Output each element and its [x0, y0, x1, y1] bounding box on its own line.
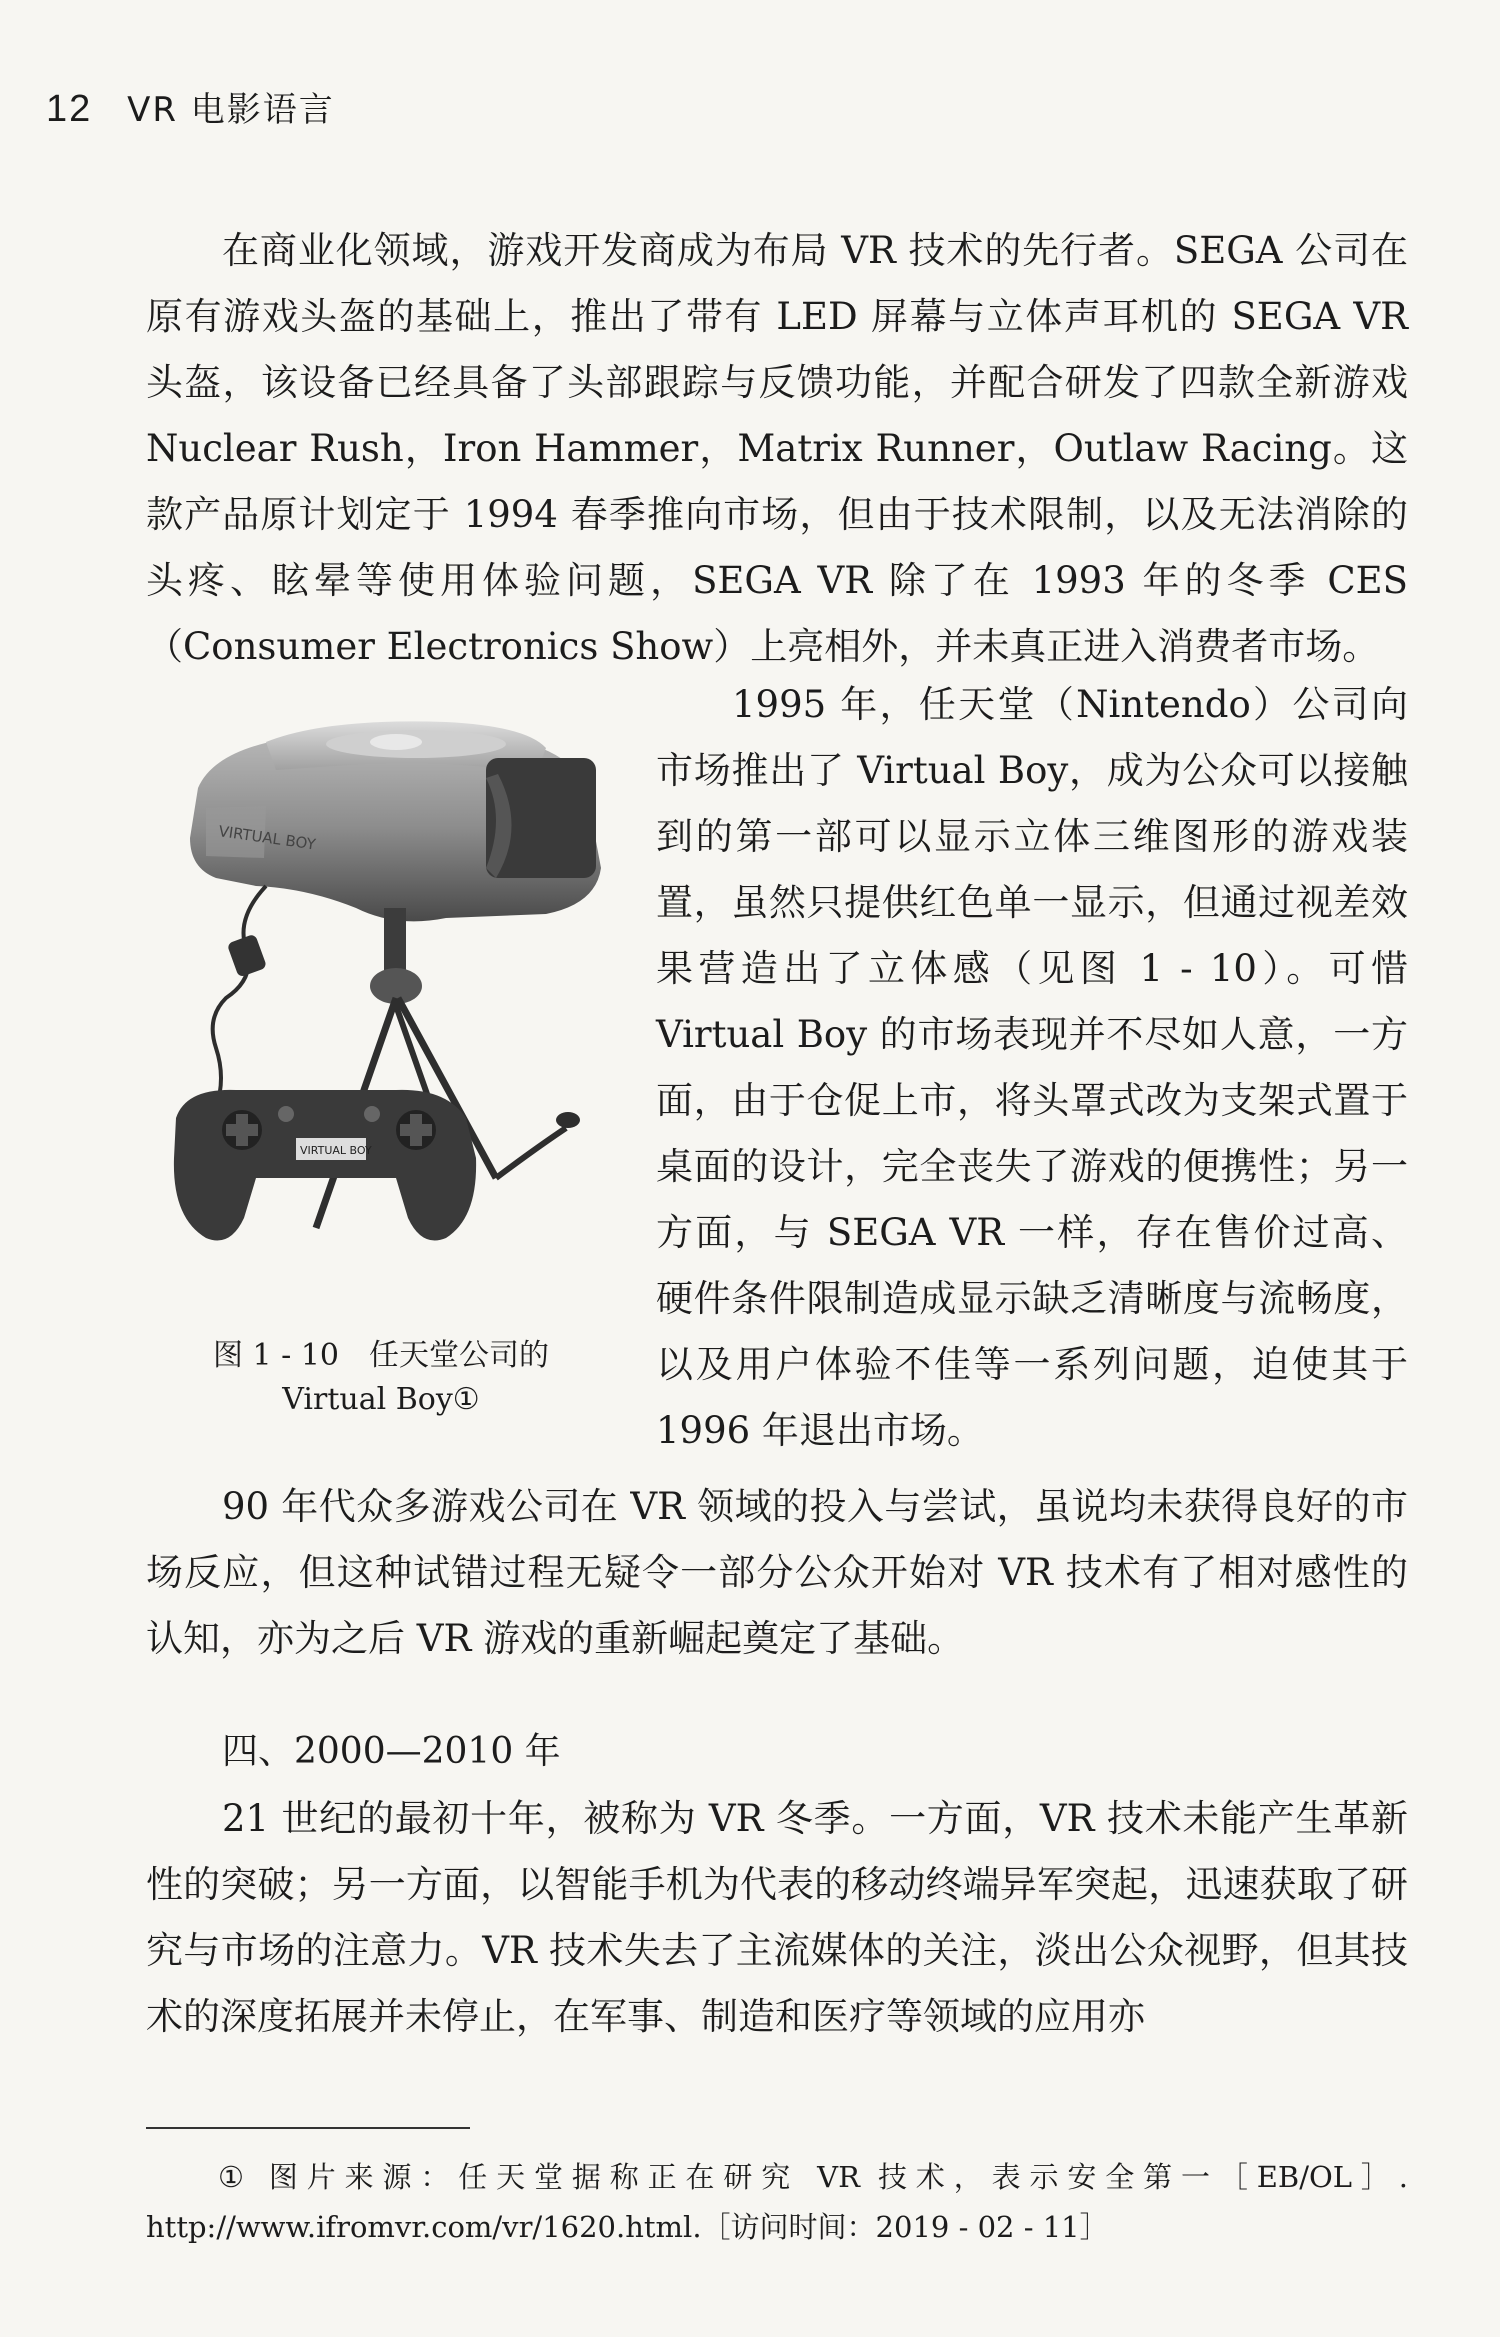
footnote-mark: ① — [218, 2160, 253, 2194]
figure-caption-line2: Virtual Boy① — [282, 1382, 480, 1417]
controller-label: VIRTUAL BOY — [300, 1144, 372, 1157]
paragraph-virtual-boy: 1995 年，任天堂（Nintendo）公司向市场推出了 Virtual Boy，成为公众可以接触到的第一部可以显示立体三维图形的游戏装置，虽然只提供红色单一显示，但通过视差效果营造出了立体感（见图 1 - 10）。可惜 Virtual Boy 的市场表现并不尽如人意，一方面，由于仓促上市，将头罩式改为支架式置于桌面的设计，完全丧失了游戏的便携性；另一方面，与 SEGA VR 一样，存在售价过高、硬件条件限制造成显示缺乏清晰度与流畅度，以及用户体验不佳等一系列问题，迫使其于 1996 年退出市场。 — [656, 683, 1408, 1452]
figure-caption — [146, 1334, 616, 1422]
running-title: VR 电影语言 — [127, 90, 335, 130]
paragraph-vr-winter: 21 世纪的最初十年，被称为 VR 冬季。一方面，VR 技术未能产生革新性的突破；另一方面，以智能手机为代表的移动终端异军突起，迅速获取了研究与市场的注意力。VR 技术失去了主流媒体的关注，淡出公众视野，但其技术的深度拓展并未停止，在军事、制造和医疗等领域的应用亦 — [146, 1797, 1408, 2038]
page-number: 12 — [46, 88, 93, 130]
paragraph-sega-vr: 在商业化领域，游戏开发商成为布局 VR 技术的先行者。SEGA 公司在原有游戏头盔的基础上，推出了带有 LED 屏幕与立体声耳机的 SEGA VR 头盔，该设备已经具备了头部跟踪与反馈功能，并配合研发了四款全新游戏 Nuclear Rush，Iron Hammer，Matrix Runner，Outlaw Racing。这款产品原计划定于 1994 春季推向市场，但由于技术限制，以及无法消除的头疼、眩晕等使用体验问题，SEGA VR 除了在 1993 年的冬季 CES（Consumer Electronics Show）上亮相外，并未真正进入消费者市场。 — [146, 229, 1408, 668]
running-header — [46, 82, 335, 131]
footnote — [146, 2152, 1408, 2252]
figure-caption-line1: 任天堂公司的 — [369, 1338, 549, 1373]
paragraph-90s-summary: 90 年代众多游戏公司在 VR 领域的投入与尝试，虽说均未获得良好的市场反应，但这种试错过程无疑令一部分公众开始对 VR 技术有了相对感性的认知，亦为之后 VR 游戏的重新崛起奠定了基础。 — [146, 1485, 1408, 1660]
virtual-boy-photo — [146, 718, 624, 1298]
footnote-divider — [146, 2127, 470, 2129]
footnote-text: 图片来源：任天堂据称正在研究 VR 技术，表示安全第一［EB/OL］. http://www.ifromvr.com/vr/1620.html.［访问时间：2019 - 02 - 11］ — [146, 2160, 1409, 2244]
section-heading: 四、2000—2010 年 — [222, 1731, 561, 1772]
headset-logo: VIRTUAL BOY — [217, 822, 317, 854]
virtual-boy-figure — [146, 718, 624, 1298]
figure-label: 图 1 - 10 — [212, 1338, 339, 1373]
